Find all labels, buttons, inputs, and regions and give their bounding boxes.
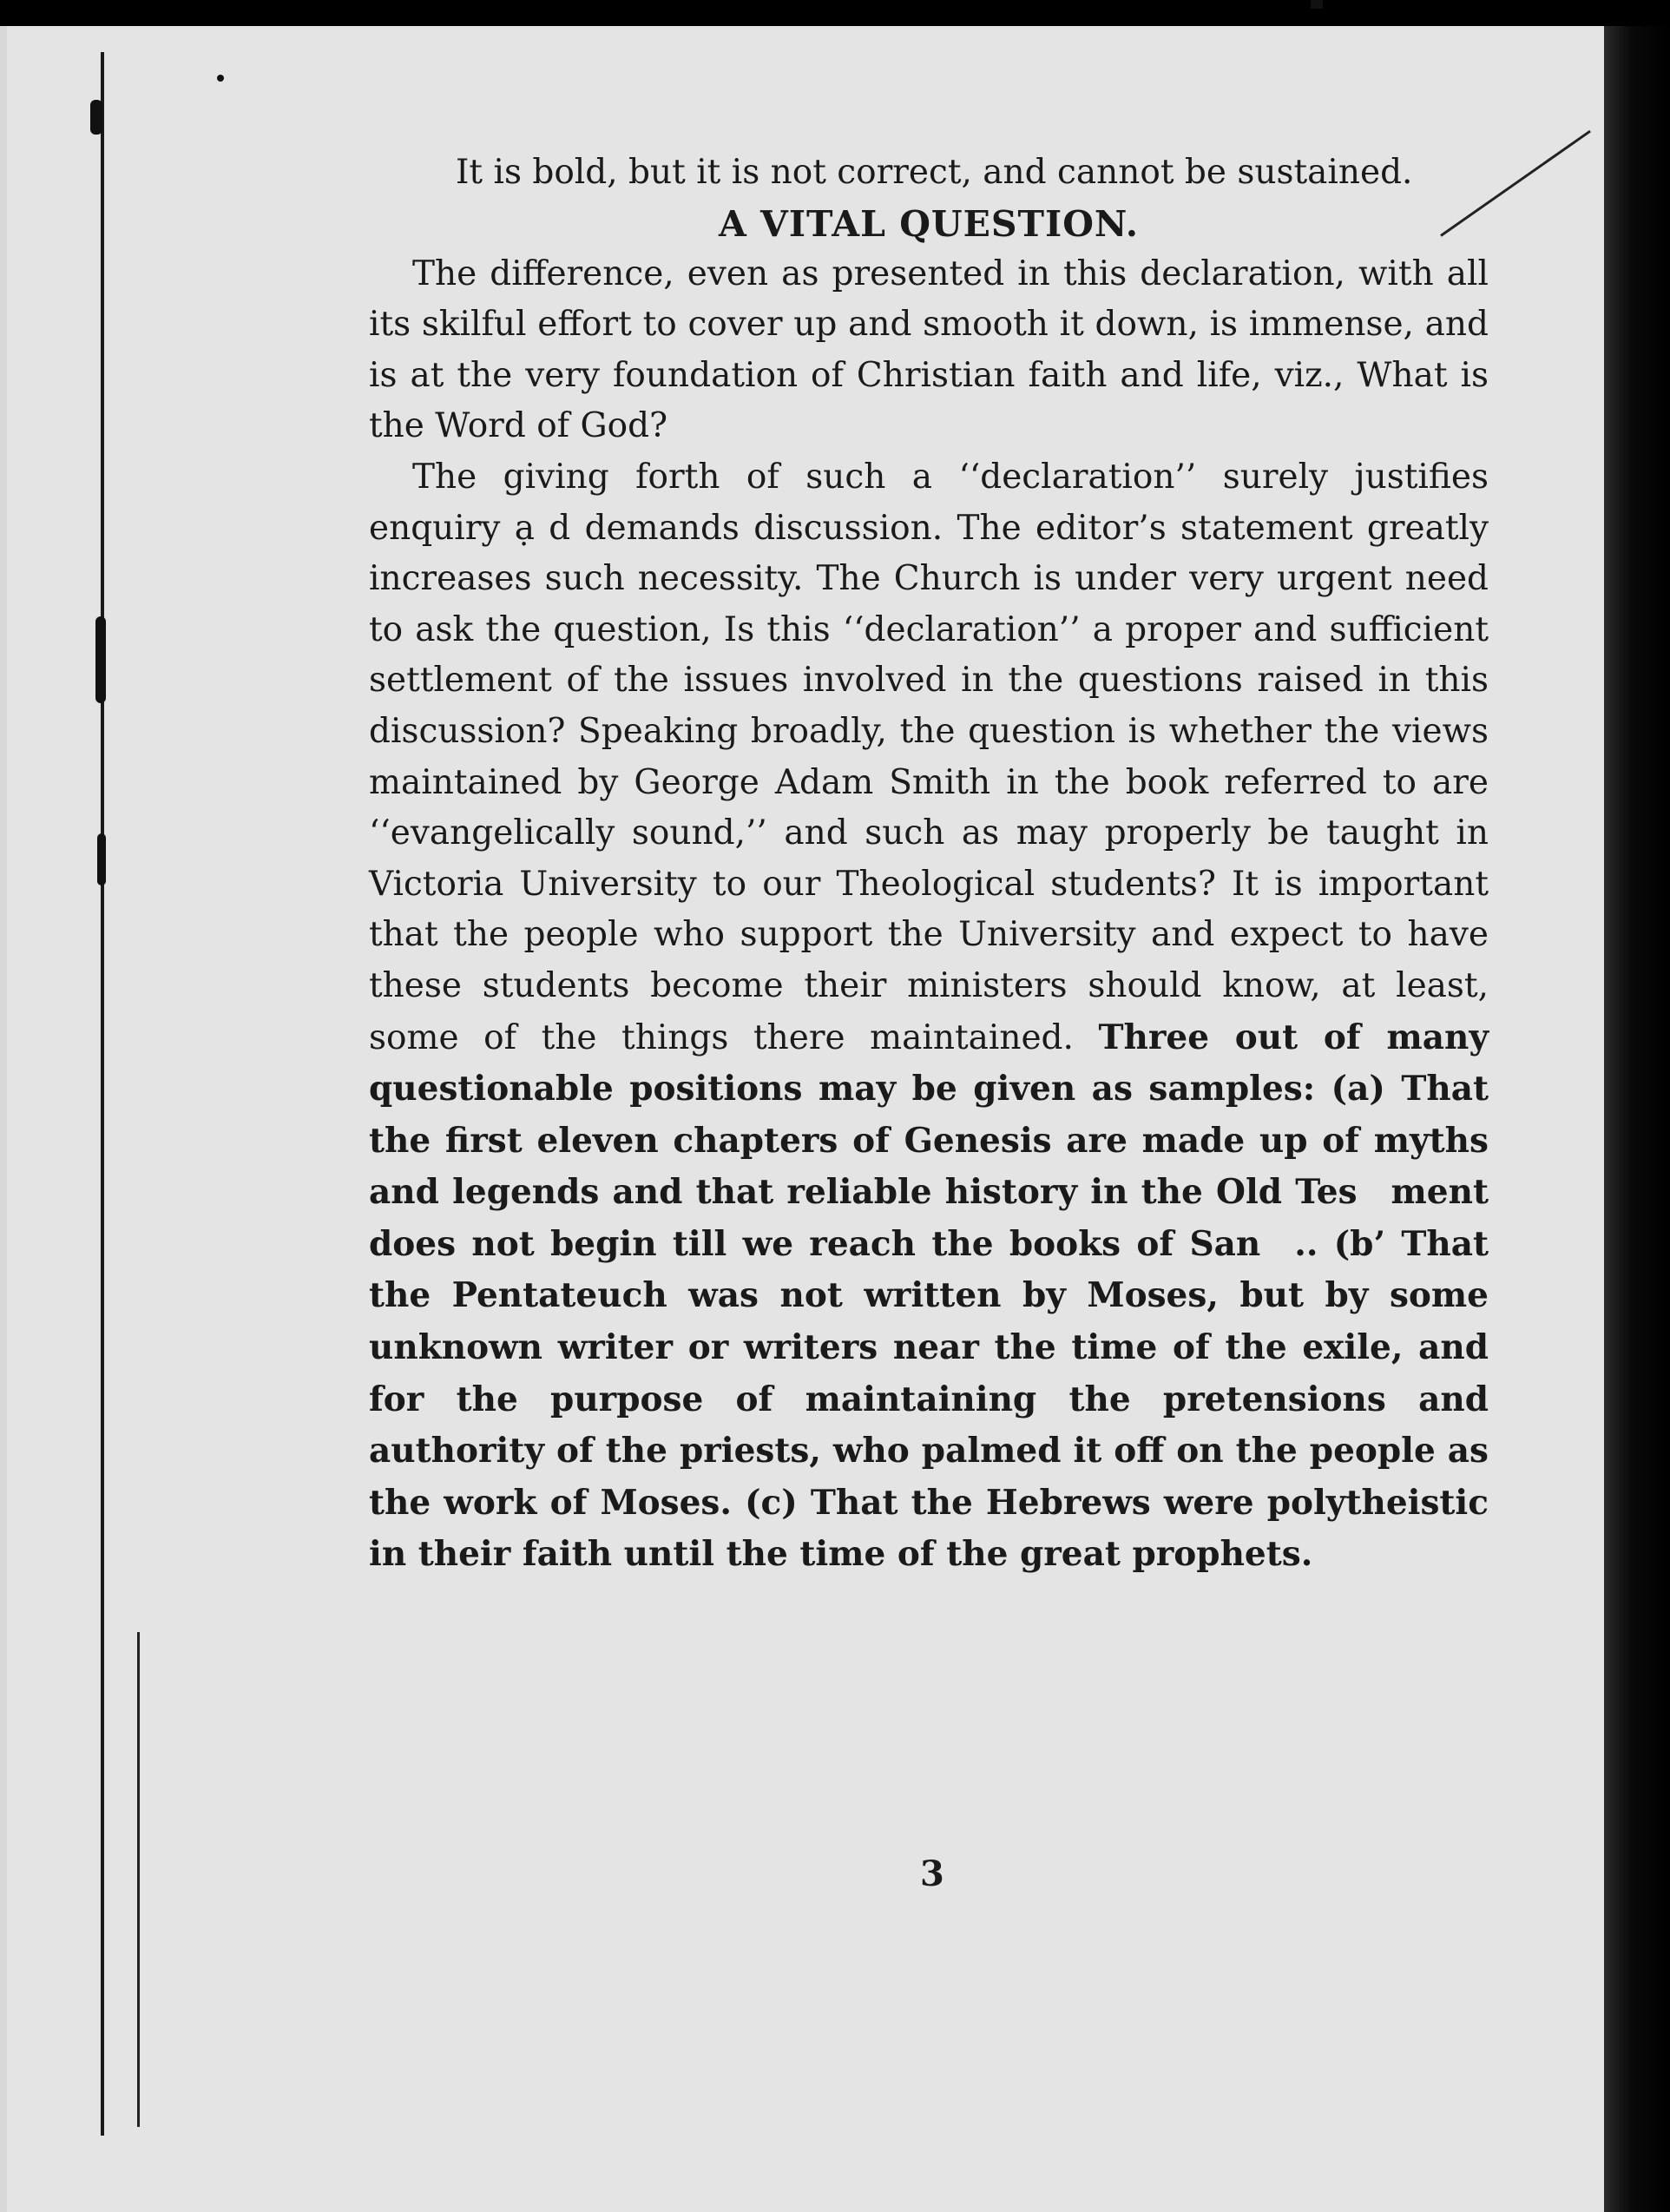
- scan-speck: [90, 100, 102, 135]
- scan-speck: [95, 616, 106, 703]
- scan-speck: [1311, 0, 1323, 9]
- page-left-edge: [0, 26, 7, 2212]
- paragraph-bold-text: Three out of many questionable positions may be given as samples: (a) That the first eleven chapters of Genesis are made up of myths and legends and that reliable history in the Old Tes ment does not begin till we reach the books of San .. (b’ That the Pentateuch was not written by Moses, but by some unknown writer or writers near the time of the exile, and for the purpose of maintaining the pretensions and authority of the priests, who palmed it off on the people as the work of Moses. (c) That the Hebrews were polytheistic in their faith until the time of the great prophets.: [369, 1017, 1489, 1575]
- continuation-paragraph: It is bold, but it is not correct, and cannot be sustained.: [456, 153, 1413, 192]
- paragraph: [369, 452, 1489, 1581]
- paragraph: The difference, even as presented in this declaration, with all its skilful effort to cover up and smooth it down, is immense, and is at the very foundation of Christian faith and life, viz., What is the Word of God?: [369, 253, 1489, 446]
- binding-line-lower: [137, 1632, 140, 2127]
- binding-line: [101, 52, 104, 2136]
- scan-speck: [217, 75, 224, 82]
- scan-shadow: [1604, 26, 1670, 2212]
- section-heading: A VITAL QUESTION.: [718, 202, 1140, 245]
- page-number: 3: [920, 1853, 944, 1894]
- paragraph-regular-text: The giving forth of such a ‘‘declaration’’ surely justifies enquiry ạ d demands discussion. The editor’s statement greatly increases such necessity. The Church is under very urgent need to ask the question, Is this ‘‘declaration’’ a proper and sufficient settlement of the issues involved in the questions raised in this discussion? Speaking broadly, the question is whether the views maintained by George Adam Smith in the book referred to are ‘‘evangelically sound,’’ and such as may properly be taught in Victoria University to our Theological students? It is important that the people who support the University and expect to have these students become their ministers should know, at least, some of the things there maintained.: [369, 457, 1489, 1057]
- scan-speck: [97, 833, 106, 885]
- page-text: [369, 148, 1489, 1581]
